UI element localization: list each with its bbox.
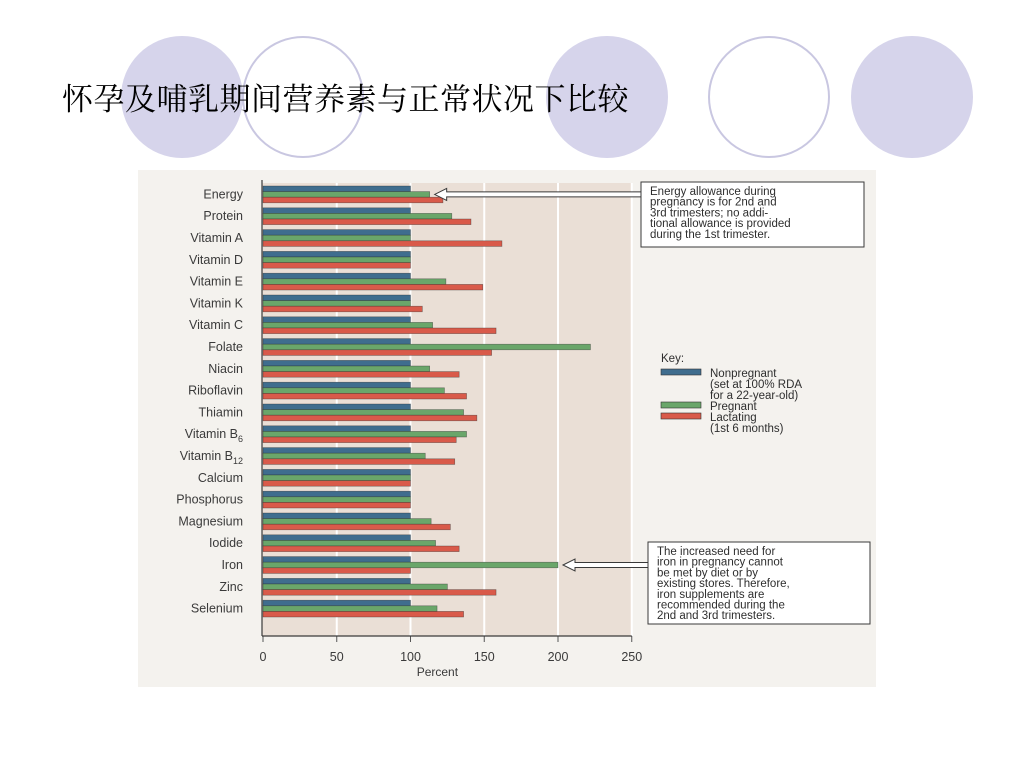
bar-pregnant-17 (263, 540, 436, 546)
bar-pregnant-4 (263, 257, 411, 263)
category-label-2: Protein (203, 209, 243, 224)
category-label-6: Vitamin K (189, 296, 243, 311)
bar-lactating-8 (263, 350, 492, 356)
energy-note-line-1: Energy allowance during (650, 186, 776, 198)
category-label-1: Energy (203, 187, 243, 202)
energy-note-line-4: tional allowance is provided (650, 218, 791, 231)
bar-pregnant-7 (263, 322, 433, 328)
legend-swatch-nonpregnant (661, 369, 701, 375)
legend-swatch-lactating (661, 413, 701, 419)
bar-nonpregnant-5 (263, 273, 411, 279)
legend-label-lactating-line-2: (1st 6 months) (710, 423, 784, 435)
category-labels (176, 187, 243, 615)
category-label-17: Iodide (208, 536, 243, 551)
iron-note-line-6: recommended during the (657, 599, 785, 612)
nutrient-comparison-chart (138, 170, 876, 687)
bar-nonpregnant-9 (263, 360, 411, 366)
bar-pregnant-9 (263, 366, 430, 372)
bar-lactating-20 (263, 611, 464, 617)
category-label-20: Selenium (190, 601, 243, 616)
legend-swatch-pregnant (661, 402, 701, 408)
bar-nonpregnant-10 (263, 382, 411, 388)
x-tick-100: 100 (400, 650, 421, 664)
iron-note-line-1: The increased need for (657, 546, 776, 558)
x-tick-250: 250 (621, 650, 643, 664)
bar-nonpregnant-6 (263, 295, 411, 301)
category-label-8: Folate (208, 340, 243, 354)
bar-lactating-4 (263, 263, 411, 269)
legend-label-nonpregnant-line-2: (set at 100% RDA (710, 379, 803, 391)
category-label-18: Iron (221, 558, 243, 572)
decor-circle-4 (708, 36, 830, 158)
x-tick-labels (260, 650, 643, 664)
bar-lactating-9 (263, 372, 459, 378)
bar-pregnant-8 (263, 344, 590, 350)
bar-pregnant-11 (263, 410, 464, 416)
iron-note-line-2: iron in pregnancy cannot (657, 556, 783, 569)
bar-nonpregnant-19 (263, 578, 411, 584)
legend (661, 353, 802, 435)
bar-lactating-2 (263, 219, 471, 225)
bar-lactating-6 (263, 306, 422, 312)
bar-lactating-12 (263, 437, 456, 443)
bar-nonpregnant-8 (263, 339, 411, 345)
bar-nonpregnant-2 (263, 208, 411, 214)
bar-pregnant-6 (263, 301, 411, 307)
bar-nonpregnant-3 (263, 230, 411, 236)
bar-lactating-19 (263, 590, 496, 596)
bar-nonpregnant-7 (263, 317, 411, 323)
bar-pregnant-3 (263, 235, 411, 241)
bar-pregnant-12 (263, 431, 467, 437)
bar-nonpregnant-13 (263, 448, 411, 454)
bar-pregnant-18 (263, 562, 558, 568)
x-axis-title: Percent (416, 665, 459, 679)
bar-pregnant-5 (263, 279, 446, 285)
legend-label-nonpregnant: Nonpregnant (710, 368, 777, 380)
bar-lactating-3 (263, 241, 502, 247)
chart-figure (138, 170, 876, 687)
x-tick-150: 150 (473, 650, 495, 664)
bar-nonpregnant-15 (263, 491, 411, 497)
iron-note-line-7: 2nd and 3rd trimesters. (657, 610, 776, 623)
bar-lactating-17 (263, 546, 459, 552)
category-label-19: Zinc (219, 579, 243, 594)
decor-circle-5 (851, 36, 973, 158)
bar-lactating-11 (263, 415, 477, 421)
category-label-11: Thiamin (198, 405, 243, 420)
bar-pregnant-20 (263, 606, 437, 612)
legend-heading: Key: (661, 353, 685, 365)
bar-nonpregnant-1 (263, 186, 411, 192)
bar-pregnant-1 (263, 192, 430, 198)
iron-note-line-5: iron supplements are (657, 588, 765, 601)
category-label-12: Vitamin $B_6$ (184, 427, 243, 445)
bar-lactating-15 (263, 502, 411, 508)
bar-nonpregnant-16 (263, 513, 411, 519)
x-tick-50: 50 (329, 650, 344, 664)
energy-note-line-3: 3rd trimesters; no addi- (650, 207, 769, 220)
x-tick-0: 0 (259, 650, 267, 664)
bar-nonpregnant-4 (263, 251, 411, 257)
bar-pregnant-10 (263, 388, 444, 394)
category-label-14: Calcium (197, 470, 243, 485)
bar-nonpregnant-12 (263, 426, 411, 432)
bar-lactating-1 (263, 197, 443, 203)
category-label-16: Magnesium (178, 514, 243, 529)
category-label-4: Vitamin D (189, 252, 243, 267)
bar-nonpregnant-18 (263, 557, 411, 563)
energy-note-line-5: during the 1st trimester. (650, 228, 771, 241)
bar-lactating-10 (263, 393, 467, 399)
bar-nonpregnant-14 (263, 469, 411, 475)
slide-title: 怀孕及哺乳期间营养素与正常状况下比较 (62, 82, 629, 118)
bar-pregnant-14 (263, 475, 411, 481)
bar-lactating-14 (263, 481, 411, 487)
energy-note-line-2: pregnancy is for 2nd and (650, 196, 777, 209)
iron-note-line-3: be met by diet or by (657, 567, 758, 580)
x-tick-200: 200 (547, 650, 569, 664)
bar-nonpregnant-11 (263, 404, 411, 410)
category-label-9: Niacin (208, 361, 243, 376)
bar-nonpregnant-20 (263, 600, 411, 606)
legend-label-lactating: Lactating (710, 412, 757, 424)
iron-note-line-4: existing stores. Therefore, (657, 578, 790, 591)
bar-pregnant-15 (263, 497, 411, 503)
legend-label-nonpregnant-line-3: for a 22-year-old) (710, 390, 799, 402)
bar-pregnant-19 (263, 584, 447, 590)
bar-lactating-5 (263, 284, 483, 290)
bar-lactating-13 (263, 459, 455, 465)
category-label-3: Vitamin A (190, 231, 243, 245)
category-label-7: Vitamin C (189, 318, 243, 333)
legend-label-pregnant: Pregnant (710, 401, 757, 413)
bar-lactating-18 (263, 568, 411, 574)
bar-nonpregnant-17 (263, 535, 411, 541)
bar-lactating-7 (263, 328, 496, 334)
bar-pregnant-16 (263, 519, 431, 525)
category-label-5: Vitamin E (189, 274, 243, 289)
bar-pregnant-2 (263, 213, 452, 219)
category-label-13: Vitamin $B_{12}$ (179, 449, 243, 466)
bar-lactating-16 (263, 524, 450, 530)
bar-pregnant-13 (263, 453, 425, 459)
category-label-15: Phosphorus (176, 492, 243, 507)
category-label-10: Riboflavin (188, 383, 243, 398)
